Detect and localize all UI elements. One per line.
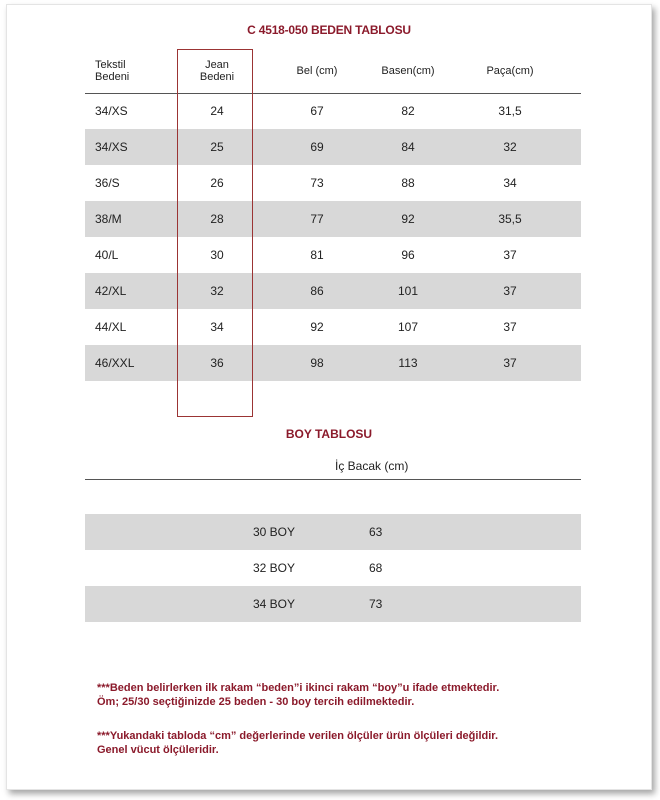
header-tekstil-line2: Bedeni (95, 71, 130, 83)
note-measurements (97, 729, 577, 757)
table-row (85, 93, 581, 129)
table-row (85, 201, 581, 237)
cell-jean: 28 (210, 212, 224, 226)
cell-ic-bacak: 73 (369, 597, 383, 611)
table-row (85, 309, 581, 345)
cell-bel: 73 (310, 176, 324, 190)
header-paca: Paça(cm) (486, 65, 534, 77)
cell-jean: 34 (210, 320, 224, 334)
cell-tekstil: 34/XS (95, 104, 128, 118)
cell-bel: 92 (310, 320, 324, 334)
cell-tekstil: 34/XS (95, 140, 128, 154)
cell-tekstil: 44/XL (95, 320, 127, 334)
cell-paca: 37 (503, 356, 517, 370)
cell-paca: 37 (503, 248, 517, 262)
cell-paca: 37 (503, 284, 517, 298)
cell-basen: 101 (397, 284, 419, 298)
cell-boy: 30 BOY (253, 525, 296, 539)
table-row (85, 550, 581, 586)
cell-bel: 69 (310, 140, 324, 154)
table-row (85, 273, 581, 309)
cell-jean: 32 (210, 284, 224, 298)
table-row (85, 237, 581, 273)
header-jean-bedeni (177, 49, 257, 93)
cell-tekstil: 46/XXL (95, 356, 135, 370)
table-row (85, 514, 581, 550)
cell-boy: 32 BOY (253, 561, 296, 575)
cell-bel: 77 (310, 212, 324, 226)
cell-basen: 107 (397, 320, 419, 334)
cell-tekstil: 38/M (95, 212, 122, 226)
cell-bel: 86 (310, 284, 324, 298)
length-table-title: BOY TABLOSU (285, 427, 373, 441)
cell-paca: 37 (503, 320, 517, 334)
cell-paca: 34 (503, 176, 517, 190)
cell-basen: 84 (401, 140, 415, 154)
cell-paca: 32 (503, 140, 517, 154)
note1-line1: ***Beden belirlerken ilk rakam “beden”i ikinci rakam “boy”u ifade etmektedir. (97, 682, 500, 694)
cell-paca: 35,5 (498, 212, 522, 226)
cell-basen: 92 (401, 212, 415, 226)
table-row (85, 129, 581, 165)
table-row (85, 586, 581, 622)
cell-jean: 30 (210, 248, 224, 262)
note1-line2: Öm; 25/30 seçtiğinizde 25 beden - 30 boy tercih edilmektedir. (97, 696, 415, 708)
header-basen: Basen(cm) (381, 65, 435, 77)
length-table-header (85, 453, 581, 480)
cell-basen: 88 (401, 176, 415, 190)
header-tekstil-bedeni (95, 49, 165, 93)
header-tekstil-line1: Tekstil (95, 59, 126, 71)
cell-ic-bacak: 68 (369, 561, 383, 575)
cell-bel: 81 (310, 248, 324, 262)
note-size-format (97, 681, 577, 709)
size-table (85, 49, 581, 381)
cell-jean: 24 (210, 104, 224, 118)
header-bel: Bel (cm) (296, 65, 338, 77)
cell-ic-bacak: 63 (369, 525, 383, 539)
size-table-header (85, 49, 581, 93)
cell-jean: 25 (210, 140, 224, 154)
size-table-title: C 4518-050 BEDEN TABLOSU (247, 23, 411, 37)
cell-bel: 98 (310, 356, 324, 370)
cell-tekstil: 36/S (95, 176, 120, 190)
cell-basen: 82 (401, 104, 415, 118)
cell-basen: 96 (401, 248, 415, 262)
cell-paca: 31,5 (498, 104, 522, 118)
cell-jean: 36 (210, 356, 224, 370)
header-ic-bacak: İç Bacak (cm) (335, 459, 409, 473)
size-chart-sheet (6, 4, 652, 790)
length-table (85, 453, 581, 622)
cell-tekstil: 42/XL (95, 284, 127, 298)
table-row (85, 345, 581, 381)
spacer (85, 480, 581, 514)
cell-tekstil: 40/L (95, 248, 119, 262)
header-jean-line1: Jean (205, 59, 229, 71)
note2-line1: ***Yukandaki tabloda “cm” değerlerinde verilen ölçüler ürün ölçüleri değildir. (97, 730, 499, 742)
table-row (85, 165, 581, 201)
cell-basen: 113 (398, 356, 418, 370)
header-jean-line2: Bedeni (199, 71, 235, 83)
note2-line2: Genel vücut ölçüleridir. (97, 744, 219, 756)
cell-bel: 67 (310, 104, 324, 118)
cell-jean: 26 (210, 176, 224, 190)
cell-boy: 34 BOY (253, 597, 296, 611)
